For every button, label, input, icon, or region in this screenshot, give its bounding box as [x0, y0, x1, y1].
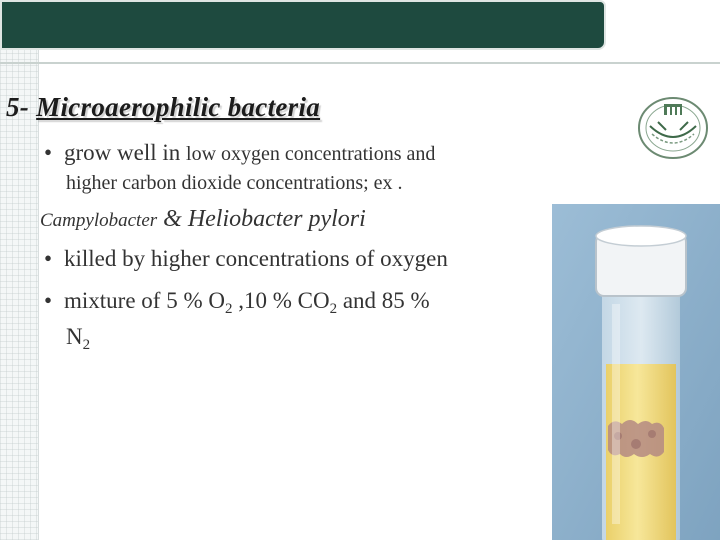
title-number: 5- [6, 92, 37, 122]
bullet3-c: and 85 % [337, 288, 430, 313]
left-decorative-stripe [0, 0, 39, 540]
slide-title [6, 92, 320, 123]
example-genus: Campylobacter [40, 210, 158, 231]
bullet1-small: low oxygen concentrations and [186, 143, 436, 165]
bullet3-cont-a: N [66, 324, 83, 349]
bullet-gas-mixture [44, 288, 430, 317]
bullet3-cont-sub: 2 [82, 337, 91, 353]
test-tube-illustration [552, 204, 720, 540]
bullet-marker: • [44, 140, 53, 165]
university-seal-logo [636, 96, 710, 160]
example-organisms [40, 206, 366, 233]
bullet-marker: • [44, 288, 53, 313]
bullet1-continuation: higher carbon dioxide concentrations; ex . [66, 172, 403, 194]
bullet-marker: • [44, 246, 53, 271]
bullet3-continuation [66, 324, 91, 353]
top-banner [0, 0, 606, 50]
example-rest: & Heliobacter pylori [157, 206, 366, 232]
bullet3-a: mixture of 5 % O [64, 288, 225, 313]
bullet3-sub2: 2 [329, 301, 338, 317]
bullet3-sub1: 2 [224, 301, 233, 317]
bullet-growth [44, 140, 435, 166]
bullet3-b: ,10 % CO [232, 288, 330, 313]
bullet-oxygen-toxicity [44, 246, 448, 272]
title-term: Microaerophilic bacteria [36, 92, 321, 122]
header-divider [0, 62, 720, 64]
bullet1-main: grow well in [64, 140, 187, 165]
bullet2-text: killed by higher concentrations of oxygen [64, 246, 448, 271]
